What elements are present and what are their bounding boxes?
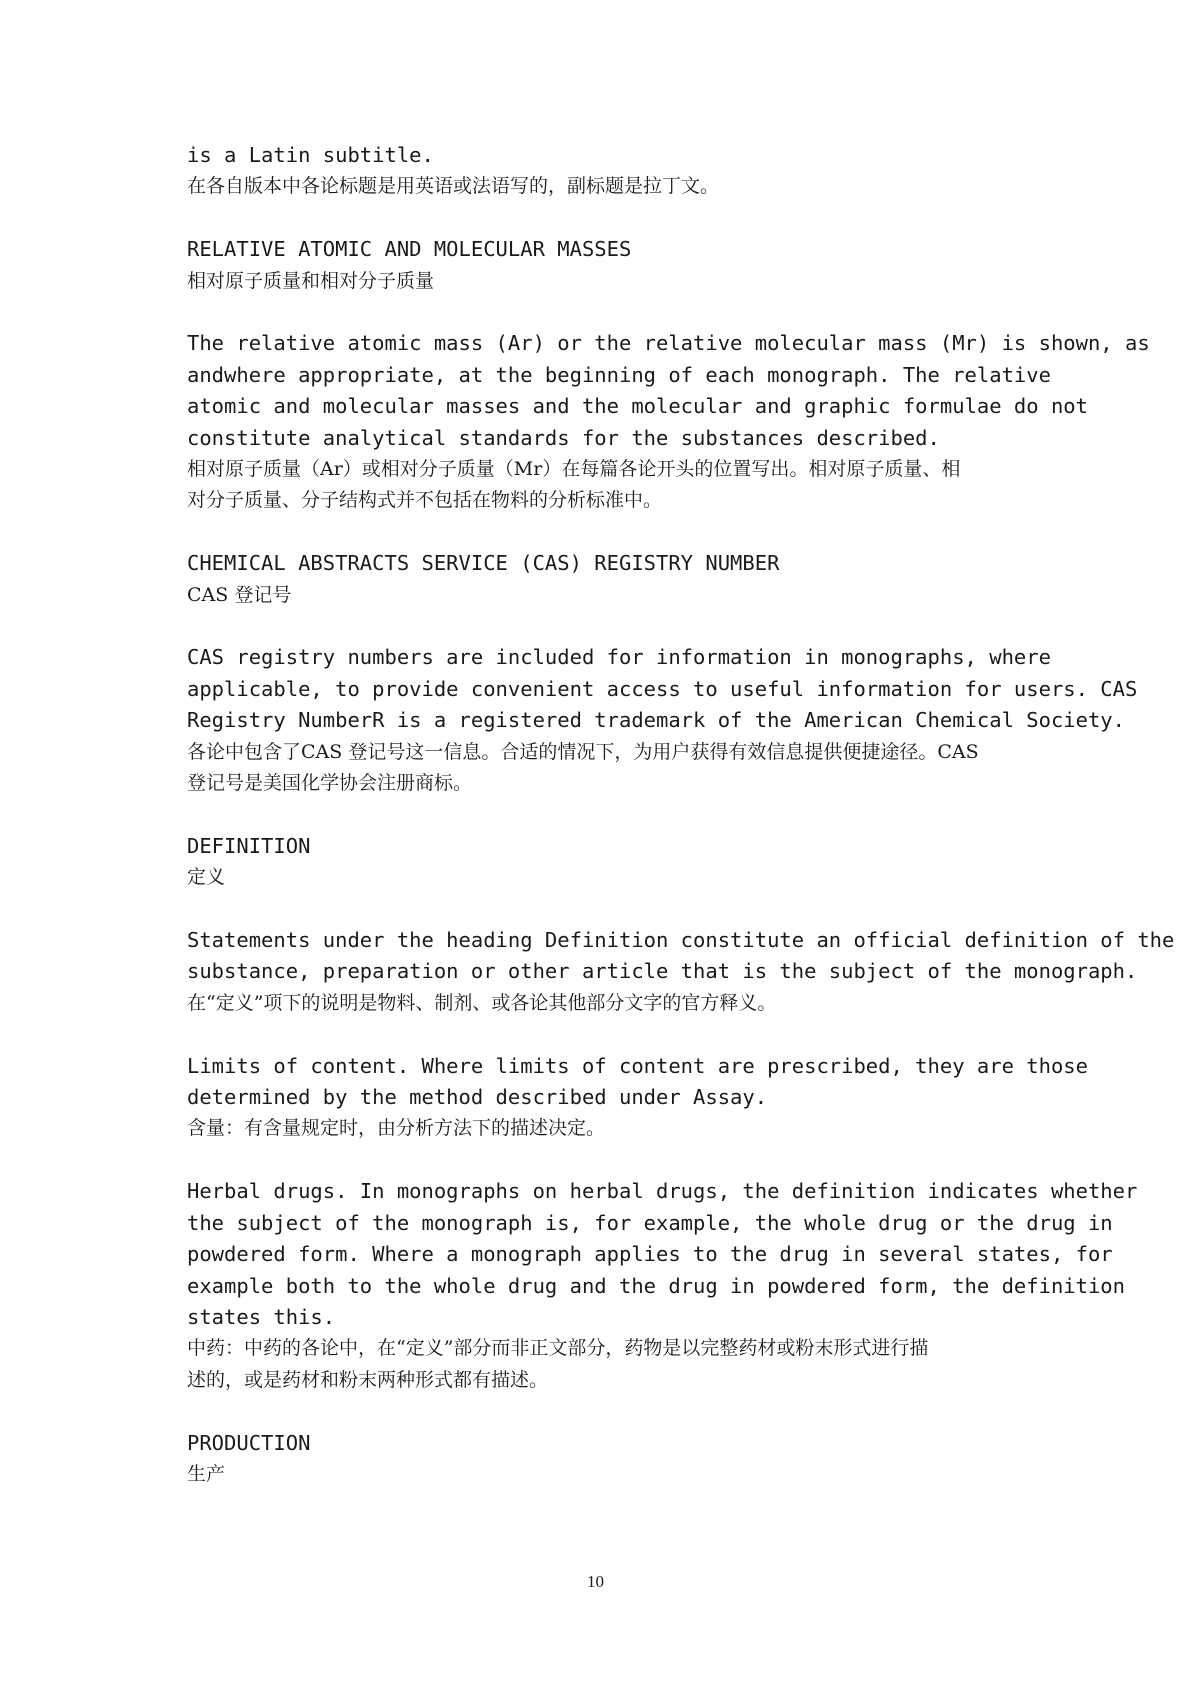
text-line-zh: 各论中包含了CAS 登记号这一信息。合适的情况下，为用户获得有效信息提供便捷途径。CAS	[187, 740, 979, 763]
text-line-zh: 登记号是美国化学协会注册商标。	[187, 772, 473, 795]
paragraph-gap	[187, 297, 1177, 328]
section-heading-definition: DEFINITION	[187, 833, 311, 858]
text-line-zh: 在“定义”项下的说明是物料、制剂、或各论其他部分文字的官方释义。	[187, 991, 777, 1014]
text-line: atomic and molecular masses and the molecular and graphic formulae do not	[187, 394, 1088, 419]
paragraph-gap	[187, 799, 1177, 830]
paragraph-gap	[187, 1145, 1177, 1176]
section-heading-definition-zh: 定义	[187, 866, 226, 889]
text-line: andwhere appropriate, at the beginning of each monograph. The relative	[187, 362, 1051, 387]
paragraph-gap	[187, 1396, 1177, 1427]
section-heading-production: PRODUCTION	[187, 1430, 311, 1455]
text-line: Herbal drugs. In monographs on herbal drugs, the definition indicates whether	[187, 1179, 1138, 1204]
paragraph-gap	[187, 203, 1177, 234]
text-line-zh: 述的，或是药材和粉末两种形式都有描述。	[187, 1368, 549, 1391]
paragraph-gap	[187, 894, 1177, 925]
section-heading-cas-zh: CAS 登记号	[187, 583, 292, 606]
section-heading-relative-masses: RELATIVE ATOMIC AND MOLECULAR MASSES	[187, 237, 632, 262]
text-line: powdered form. Where a monograph applies to the drug in several states, for	[187, 1242, 1113, 1267]
text-line: example both to the whole drug and the drug in powdered form, the definition	[187, 1273, 1125, 1298]
page-number: 10	[587, 1572, 604, 1591]
text-line-zh: 在各自版本中各论标题是用英语或法语写的，副标题是拉丁文。	[187, 175, 720, 198]
text-line: states this.	[187, 1304, 336, 1329]
text-line: Registry NumberR is a registered trademark of the American Chemical Society.	[187, 708, 1125, 733]
section-heading-relative-masses-zh: 相对原子质量和相对分子质量	[187, 269, 435, 292]
document-body	[187, 140, 1177, 1490]
text-line: the subject of the monograph is, for example, the whole drug or the drug in	[187, 1210, 1113, 1235]
section-heading-production-zh: 生产	[187, 1462, 226, 1485]
text-line-zh: 相对原子质量（Ar）或相对分子质量（Mr）在每篇各论开头的位置写出。相对原子质量、相	[187, 458, 961, 481]
paragraph-gap	[187, 517, 1177, 548]
text-line: CAS registry numbers are included for information in monographs, where	[187, 645, 1051, 670]
text-line: constitute analytical standards for the substances described.	[187, 425, 940, 450]
text-line: applicable, to provide convenient access to useful information for users. CAS	[187, 676, 1138, 701]
text-line: Statements under the heading Definition constitute an official definition of the	[187, 928, 1175, 953]
text-line: substance, preparation or other article that is the subject of the monograph.	[187, 959, 1138, 984]
text-line: Limits of content. Where limits of content are prescribed, they are those	[187, 1053, 1088, 1078]
section-heading-cas: CHEMICAL ABSTRACTS SERVICE (CAS) REGISTRY NUMBER	[187, 551, 780, 576]
text-line-zh: 对分子质量、分子结构式并不包括在物料的分析标准中。	[187, 489, 663, 512]
paragraph-gap	[187, 611, 1177, 642]
text-line: is a Latin subtitle.	[187, 143, 434, 167]
paragraph-gap	[187, 1019, 1177, 1050]
text-line: determined by the method described under Assay.	[187, 1085, 768, 1110]
text-line: The relative atomic mass (Ar) or the relative molecular mass (Mr) is shown, as	[187, 331, 1150, 356]
text-line-zh: 中药：中药的各论中，在“定义”部分而非正文部分，药物是以完整药材或粉末形式进行描	[187, 1337, 929, 1360]
text-line-zh: 含量：有含量规定时，由分析方法下的描述决定。	[187, 1117, 606, 1140]
